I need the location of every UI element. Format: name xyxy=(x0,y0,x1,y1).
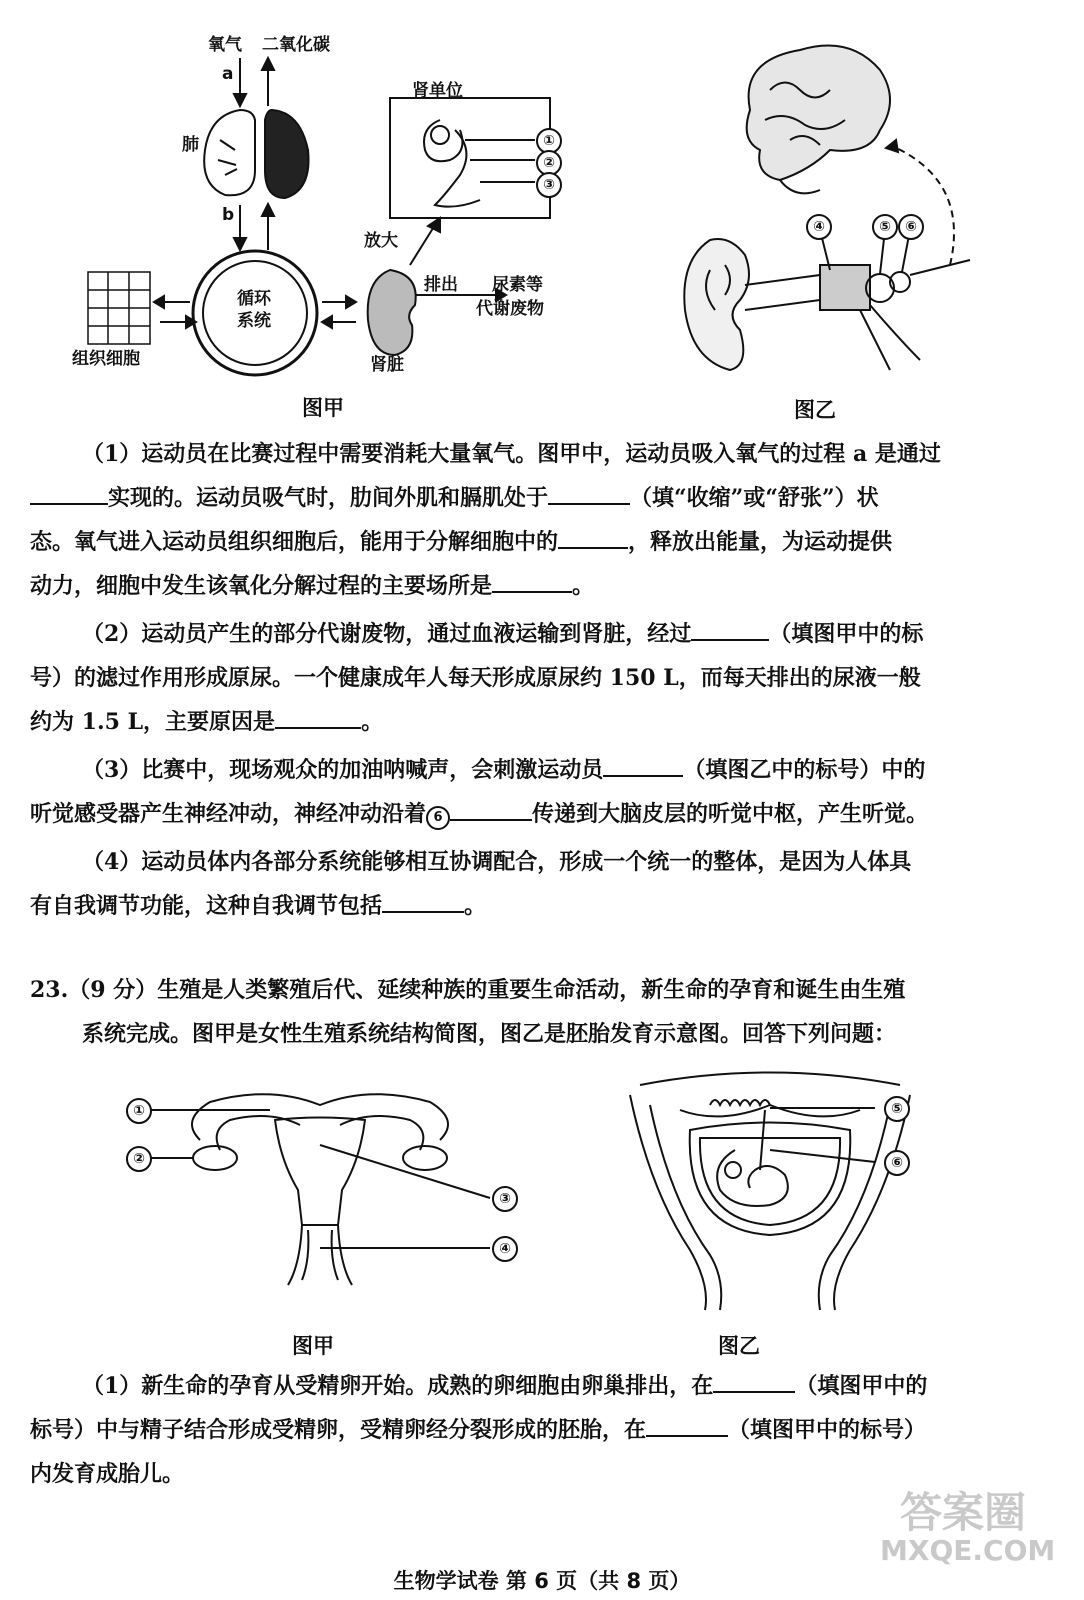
label-waste-2: 代谢废物 xyxy=(476,299,544,319)
label-nephron: 肾单位 xyxy=(412,81,463,101)
label-tissue-cells: 组织细胞 xyxy=(72,349,140,369)
q23-heading: 23.（9 分）生殖是人类繁殖后代、延续种族的重要生命活动，新生命的孕育和诞生由生殖 系统完成。图甲是女性生殖系统结构简图，图乙是胚胎发育示意图。回答下列问题： xyxy=(30,977,906,1047)
marker-3: ③ xyxy=(492,1186,518,1212)
page-footer: 生物学试卷 第 6 页（共 8 页） xyxy=(393,1569,691,1593)
label-circulation-2: 系统 xyxy=(237,311,271,331)
label-magnify: 放大 xyxy=(364,231,398,251)
watermark-url: MXQE.COM xyxy=(880,1534,1056,1567)
label-kidney: 肾脏 xyxy=(370,355,404,375)
marker-1: ① xyxy=(126,1098,152,1124)
marker-3: ③ xyxy=(536,172,562,198)
figure-jia-circulation-diagram xyxy=(60,20,620,380)
caption-fig-jia-23: 图甲 xyxy=(292,1334,334,1358)
answer-blank[interactable] xyxy=(558,525,628,549)
answer-blank[interactable] xyxy=(548,481,630,505)
label-oxygen: 氧气 xyxy=(208,35,242,55)
figure-embryo-development xyxy=(620,1070,920,1320)
answer-blank[interactable] xyxy=(275,705,361,729)
label-excrete: 排出 xyxy=(424,275,458,295)
figure-yi-ear-brain-diagram xyxy=(670,30,1000,380)
marker-4: ④ xyxy=(492,1236,518,1262)
label-a: a xyxy=(222,64,234,84)
marker-6: ⑥ xyxy=(884,1150,910,1176)
marker-2: ② xyxy=(126,1146,152,1172)
answer-blank[interactable] xyxy=(30,481,108,505)
label-carbon-dioxide: 二氧化碳 xyxy=(262,35,330,55)
label-lung: 肺 xyxy=(182,135,199,155)
marker-6: ⑥ xyxy=(898,214,924,240)
answer-blank[interactable] xyxy=(450,797,532,821)
circled-number-6: 6 xyxy=(426,806,450,830)
caption-fig-yi: 图乙 xyxy=(794,398,836,422)
q23-part1: （1）新生命的孕育从受精卵开始。成熟的卵细胞由卵巢排出，在 （填图甲中的 标号）中与精子结合形成受精卵，受精卵经分裂形成的胚胎，在 （填图甲中的标号） 内发育成胎儿。 xyxy=(30,1364,1050,1496)
label-waste-1: 尿素等 xyxy=(492,275,543,295)
watermark-logo: 答案圈 xyxy=(900,1488,1027,1537)
q22-part4: （4）运动员体内各部分系统能够相互协调配合，形成一个统一的整体，是因为人体具 有自我调节功能，这种自我调节包括 。 xyxy=(30,849,912,919)
marker-2: ② xyxy=(536,150,562,176)
answer-blank[interactable] xyxy=(691,617,769,641)
answer-blank[interactable] xyxy=(603,753,683,777)
label-circulation-1: 循环 xyxy=(237,289,271,309)
q22-part1: （1）运动员在比赛过程中需要消耗大量氧气。图甲中，运动员吸入氧气的过程 a 是通过 实现的。运动员吸气时，肋间外肌和膈肌处于 （填“收缩”或“舒张”）状 态。氧气进入运动员组织细胞后，能用于分解细胞中的 ，释放出能量，为运动提供 动力，细胞中发生该氧化分解过程的主要场所是 。 xyxy=(30,441,941,599)
answer-blank[interactable] xyxy=(646,1413,728,1437)
marker-4: ④ xyxy=(806,214,832,240)
q22-part3: （3）比赛中，现场观众的加油呐喊声，会刺激运动员 （填图乙中的标号）中的 听觉感受器产生神经冲动，神经冲动沿着 6 传递到大脑皮层的听觉中枢，产生听觉。 xyxy=(30,748,1050,836)
answer-blank[interactable] xyxy=(382,889,464,913)
caption-fig-yi-23: 图乙 xyxy=(718,1334,760,1358)
marker-5: ⑤ xyxy=(872,214,898,240)
caption-fig-jia: 图甲 xyxy=(302,396,344,420)
marker-5: ⑤ xyxy=(884,1096,910,1122)
label-b: b xyxy=(222,205,235,225)
answer-blank[interactable] xyxy=(713,1369,795,1393)
q22-part2: （2）运动员产生的部分代谢废物，通过血液运输到肾脏，经过 （填图甲中的标 号）的滤过作用形成原尿。一个健康成年人每天形成原尿约 150 L，而每天排出的尿液一般 约为 1.5 L，主要原因是 。 xyxy=(30,612,1050,744)
answer-blank[interactable] xyxy=(492,569,572,593)
marker-1: ① xyxy=(536,128,562,154)
figure-female-reproductive-system xyxy=(120,1080,540,1320)
